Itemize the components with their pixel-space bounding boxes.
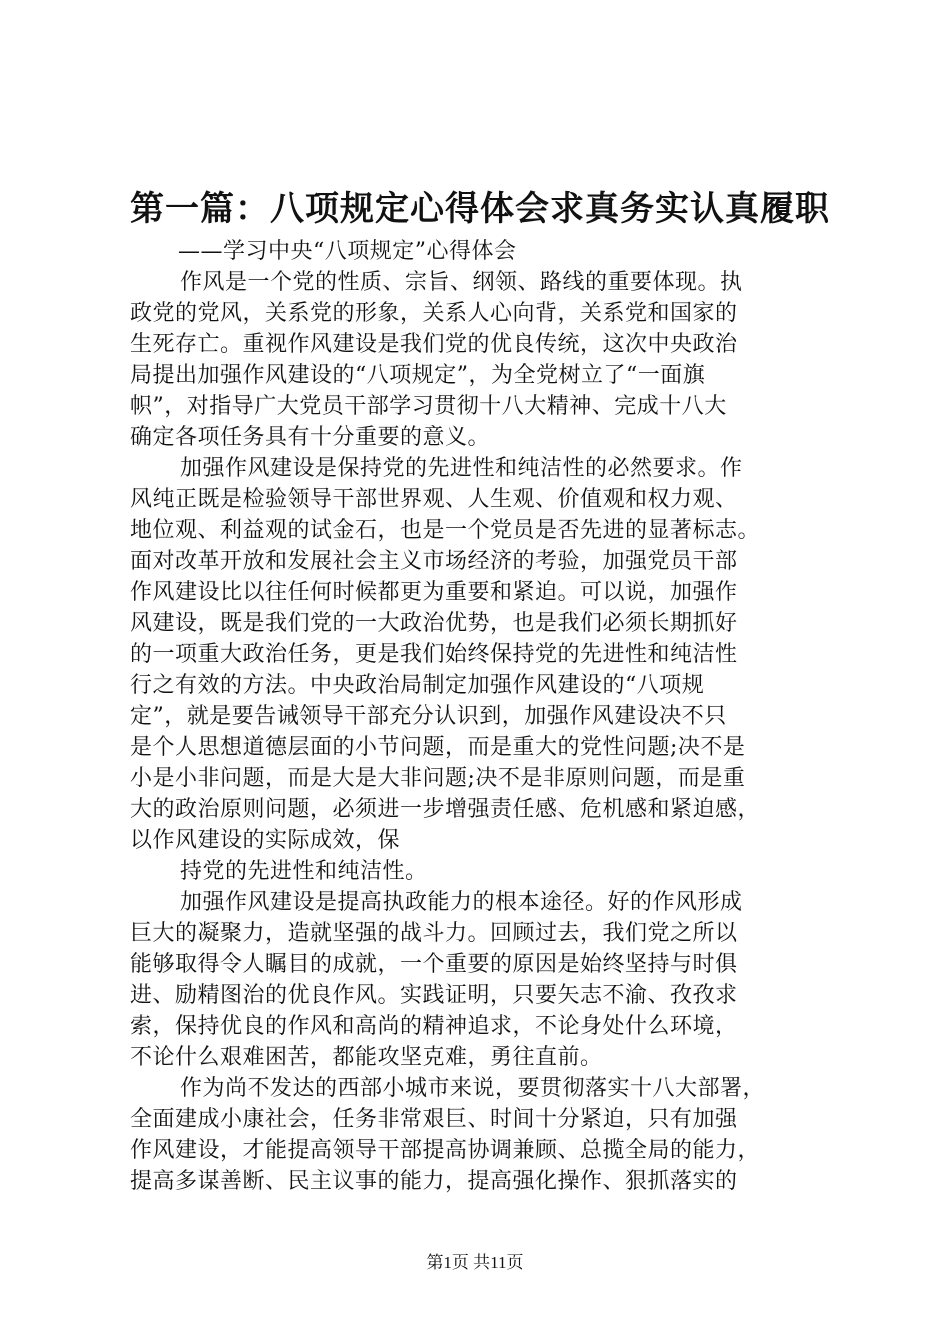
paragraph-line: 大的政治原则问题，必须进一步增强责任感、危机感和紧迫感， [130,797,761,822]
paragraph-line: 不论什么艰难困苦，都能攻坚克难，勇往直前。 [130,1045,603,1070]
paragraph-line: 加强作风建设是保持党的先进性和纯洁性的必然要求。作 [180,456,743,481]
paragraph-line: 全面建成小康社会，任务非常艰巨、时间十分紧迫，只有加强 [130,1107,738,1132]
paragraph-line: 小是小非问题，而是大是大非问题;决不是非原则问题，而是重 [130,766,746,791]
paragraph-line: 局提出加强作风建设的“八项规定”，为全党树立了“一面旗 [130,363,706,388]
paragraph-line: 作风建设，才能提高领导干部提高协调兼顾、总揽全局的能力， [130,1138,761,1163]
paragraph-line: 作风建设比以往任何时候都更为重要和紧迫。可以说，加强作 [130,580,738,605]
paragraph-line: 政党的党风，关系党的形象，关系人心向背，关系党和国家的 [130,301,738,326]
paragraph-line: 能够取得令人瞩目的成就，一个重要的原因是始终坚持与时俱 [130,952,738,977]
paragraph-line: 面对改革开放和发展社会主义市场经济的考验，加强党员干部 [130,549,738,574]
paragraph-line: 生死存亡。重视作风建设是我们党的优良传统，这次中央政治 [130,332,738,357]
paragraph-line: 风建设，既是我们党的一大政治优势，也是我们必须长期抓好 [130,611,738,636]
paragraph-line: 提高多谋善断、民主议事的能力，提高强化操作、狠抓落实的 [130,1169,738,1194]
document-subtitle: ——学习中央“八项规定”心得体会 [178,239,517,264]
paragraph-line: 地位观、利益观的试金石，也是一个党员是否先进的显著标志。 [130,518,761,543]
paragraph-line: 持党的先进性和纯洁性。 [180,859,428,884]
page-footer: 第1页 共11页 [426,1253,524,1272]
paragraph-line: 索，保持优良的作风和高尚的精神追求，不论身处什么环境， [130,1014,738,1039]
paragraph-line: 的一项重大政治任务，更是我们始终保持党的先进性和纯洁性 [130,642,738,667]
paragraph-line: 作为尚不发达的西部小城市来说，要贯彻落实十八大部署， [180,1076,766,1101]
paragraph-line: 是个人思想道德层面的小节问题，而是重大的党性问题;决不是 [130,735,746,760]
document-body [130,236,850,1197]
paragraph-line: 加强作风建设是提高执政能力的根本途径。好的作风形成 [180,890,743,915]
paragraph-line: 以作风建设的实际成效，保 [130,828,401,853]
paragraph-line: 确定各项任务具有十分重要的意义。 [130,425,491,450]
paragraph-line: 作风是一个党的性质、宗旨、纲领、路线的重要体现。执 [180,270,743,295]
paragraph-line: 定”，就是要告诫领导干部充分认识到，加强作风建设决不只 [130,704,727,729]
paragraph-line: 行之有效的方法。中央政治局制定加强作风建设的“八项规 [130,673,705,698]
paragraph-line: 风纯正既是检验领导干部世界观、人生观、价值观和权力观、 [130,487,738,512]
paragraph-line: 进、励精图治的优良作风。实践证明，只要矢志不渝、孜孜求 [130,983,738,1008]
paragraph-line: 帜”，对指导广大党员干部学习贯彻十八大精神、完成十八大 [130,394,727,419]
paragraph-line: 巨大的凝聚力，造就坚强的战斗力。回顾过去，我们党之所以 [130,921,738,946]
document-title: 第一篇：八项规定心得体会求真务实认真履职 [130,189,830,229]
